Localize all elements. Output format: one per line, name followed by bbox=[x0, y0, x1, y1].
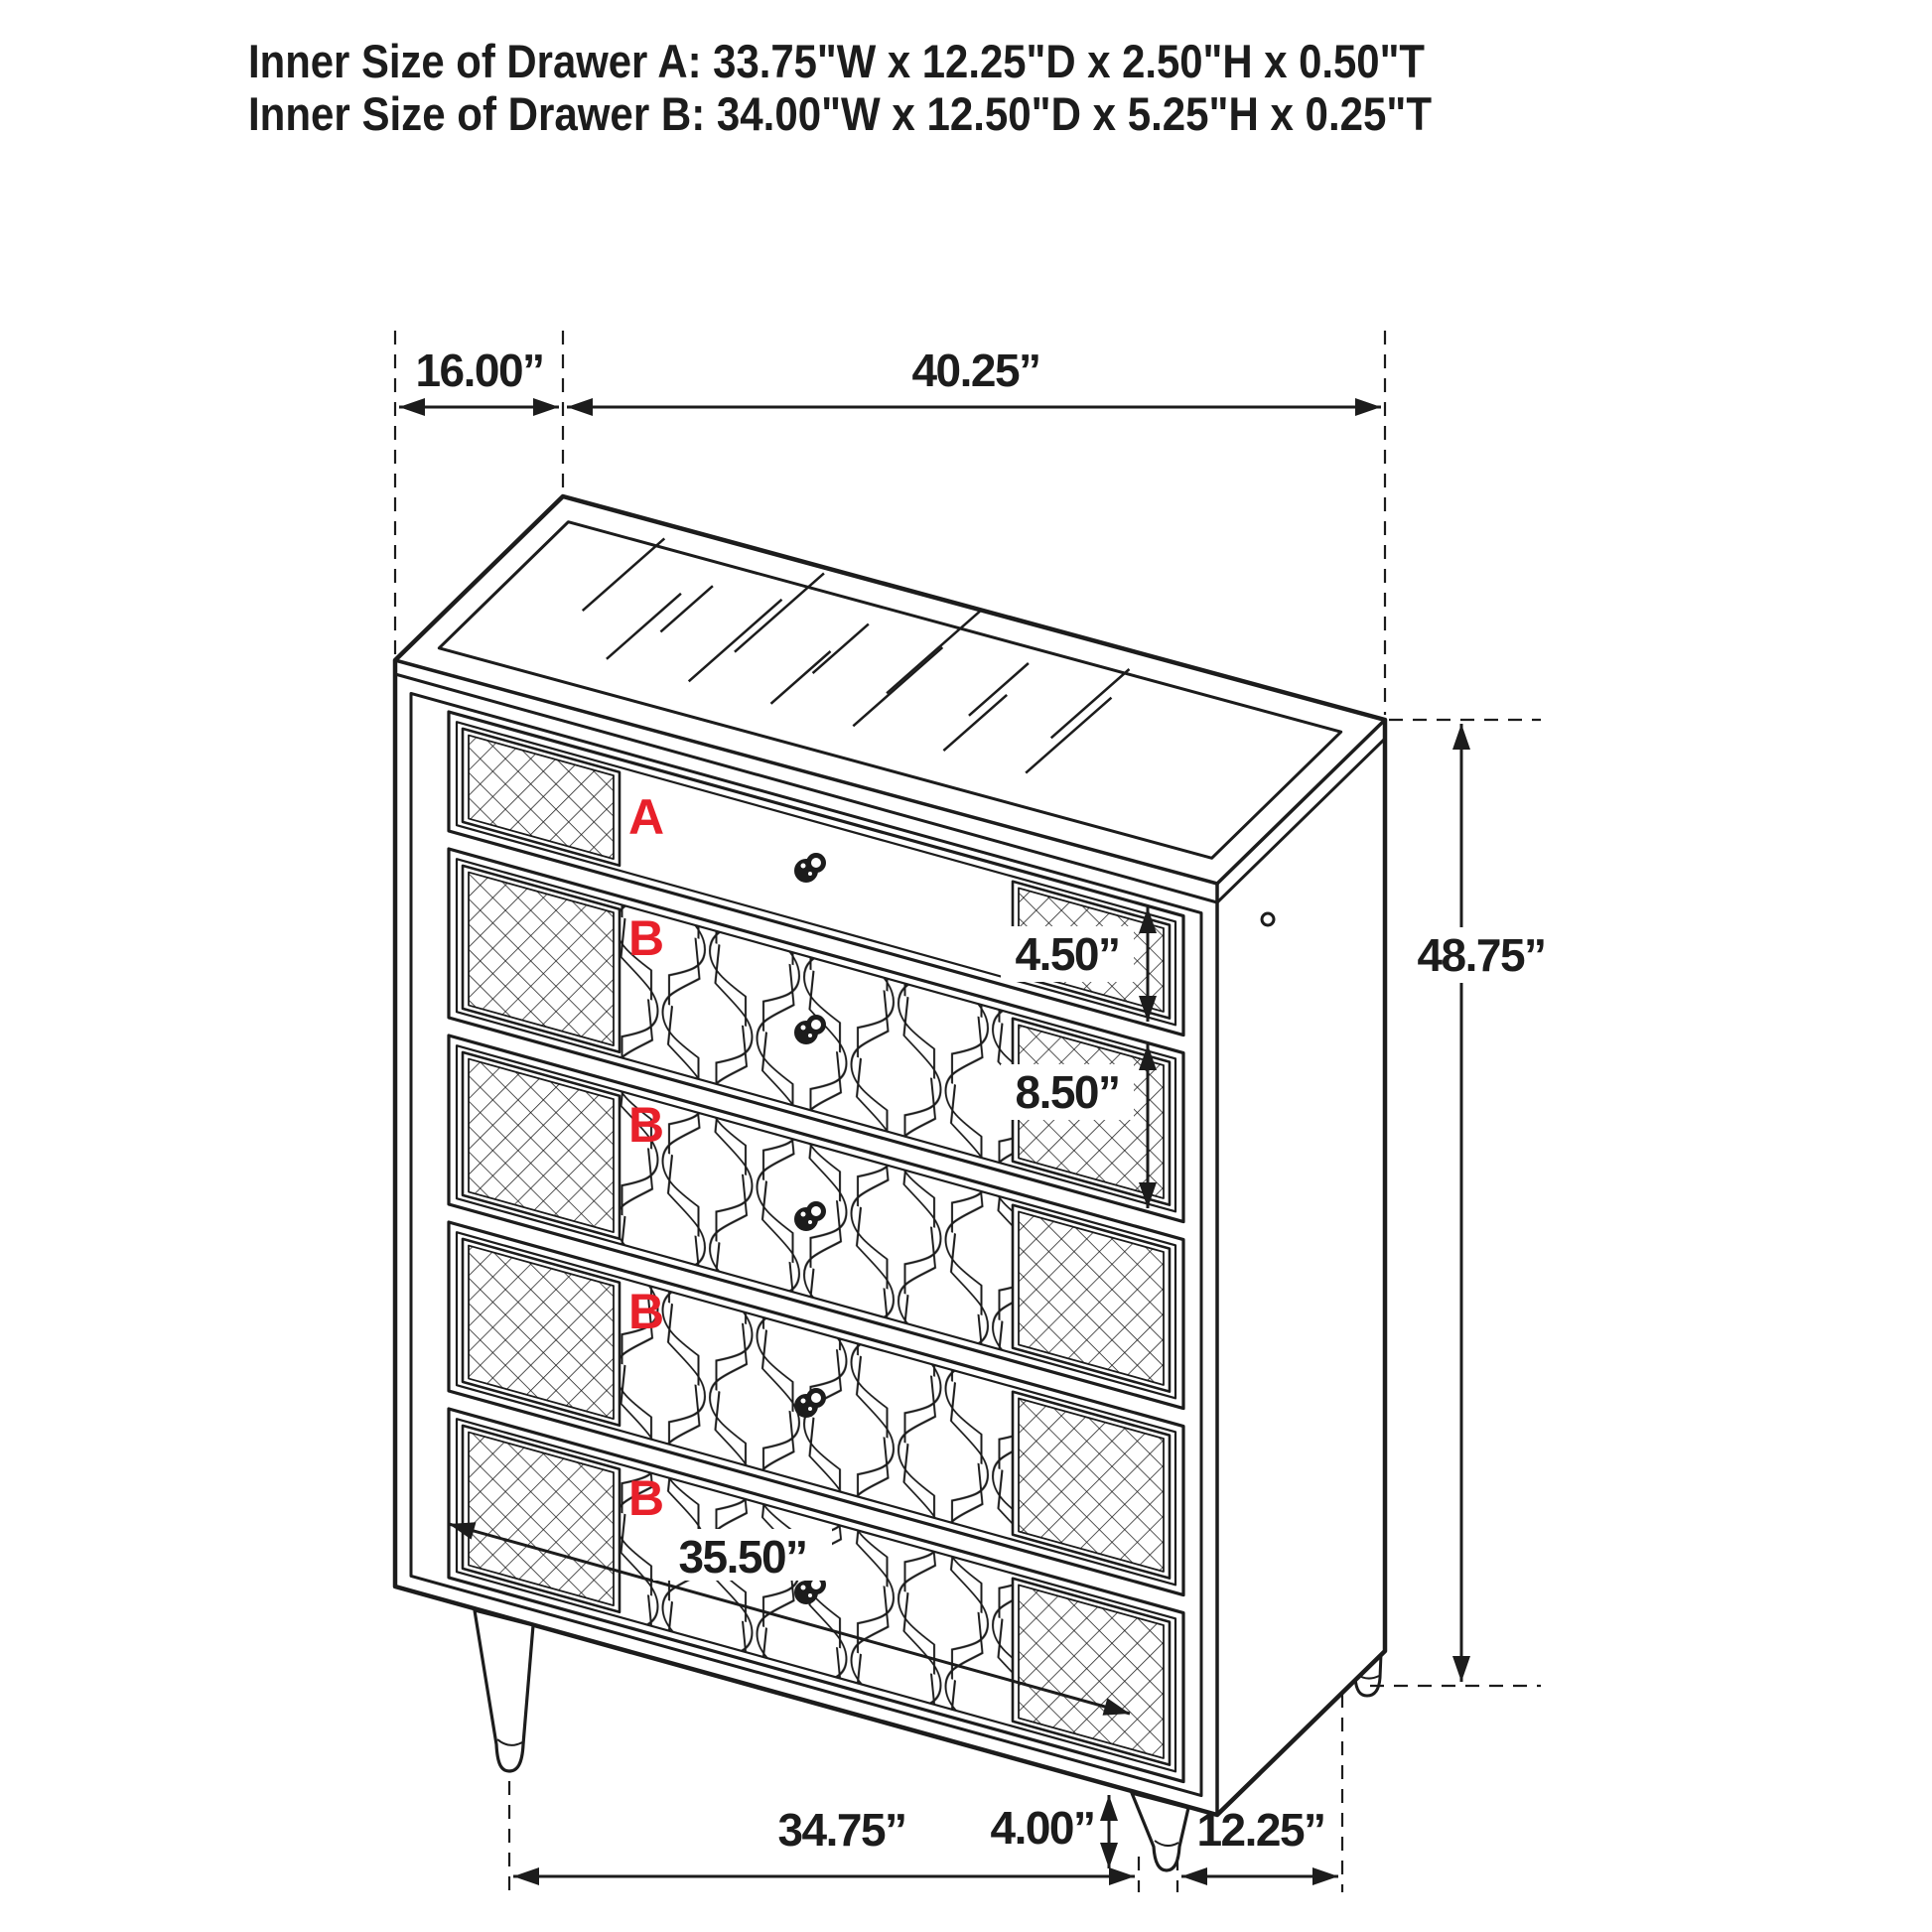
drawer-label-a: A bbox=[627, 789, 665, 845]
arrowhead bbox=[399, 398, 425, 416]
arrowhead bbox=[1100, 1795, 1118, 1821]
knob-glint bbox=[801, 1586, 806, 1590]
front-right-leg bbox=[1132, 1793, 1188, 1870]
arrowhead bbox=[1181, 1867, 1207, 1885]
dim-drawer-width-label: 35.50” bbox=[678, 1531, 807, 1583]
title-line-2: Inner Size of Drawer B: 34.00"W x 12.50"D x 5.25"H x 0.25"T bbox=[248, 87, 1433, 140]
knob-glint bbox=[808, 872, 812, 876]
knob-glint bbox=[808, 1593, 812, 1597]
dim-arrow-4in bbox=[1100, 1795, 1118, 1868]
dim-drawer-b-height-label: 8.50” bbox=[1015, 1066, 1120, 1118]
knob-glint bbox=[808, 1407, 812, 1411]
drawer-label-b2: B bbox=[627, 1097, 665, 1153]
dim-drawer-a-height-label: 4.50” bbox=[1015, 928, 1120, 980]
arrowhead bbox=[513, 1867, 539, 1885]
drawer-label-b3: B bbox=[627, 1284, 665, 1339]
dim-arrow-40-25in bbox=[567, 398, 1381, 416]
arrowhead bbox=[1109, 1867, 1135, 1885]
dim-arrow-16in bbox=[399, 398, 559, 416]
arrowhead bbox=[533, 398, 559, 416]
arrowhead bbox=[1312, 1867, 1338, 1885]
arrowhead bbox=[1452, 724, 1470, 750]
knob-cap bbox=[809, 856, 824, 871]
knob-glint bbox=[808, 1220, 812, 1224]
side-panel bbox=[1262, 913, 1274, 925]
leg-shape bbox=[1132, 1793, 1188, 1870]
arrowhead bbox=[567, 398, 593, 416]
drawer-label-b4: B bbox=[627, 1470, 665, 1526]
cabinet-line-art bbox=[395, 331, 1541, 1892]
dim-leg-height-label: 4.00” bbox=[990, 1802, 1095, 1854]
dim-base-depth-label: 12.25” bbox=[1196, 1804, 1325, 1856]
dim-overall-height-label: 48.75” bbox=[1417, 929, 1546, 981]
knob-cap bbox=[809, 1391, 824, 1406]
title-line-1: Inner Size of Drawer A: 33.75"W x 12.25"D x 2.50"H x 0.50"T bbox=[248, 35, 1426, 87]
knob-glint bbox=[801, 1212, 806, 1217]
knob-glint bbox=[808, 1034, 812, 1037]
knob-glint bbox=[801, 1399, 806, 1404]
knob-glint bbox=[801, 864, 806, 869]
dim-top-width-label: 40.25” bbox=[911, 345, 1040, 396]
front-left-leg bbox=[475, 1610, 533, 1771]
dim-base-width-label: 34.75” bbox=[777, 1804, 906, 1856]
dim-arrow-48-75in bbox=[1452, 724, 1470, 1682]
arrowhead bbox=[1355, 398, 1381, 416]
arrowhead bbox=[1100, 1843, 1118, 1868]
drawer-label-b1: B bbox=[627, 910, 665, 966]
leg-shape bbox=[475, 1610, 533, 1771]
dim-top-depth-label: 16.00” bbox=[415, 345, 544, 396]
knob-glint bbox=[801, 1026, 806, 1031]
dim-arrow-12-25in bbox=[1181, 1867, 1338, 1885]
arrowhead bbox=[1452, 1656, 1470, 1682]
knob-cap bbox=[809, 1018, 824, 1033]
knob-cap bbox=[809, 1204, 824, 1219]
side-peg-hole bbox=[1262, 913, 1274, 925]
dim-arrow-34-75in bbox=[513, 1867, 1135, 1885]
